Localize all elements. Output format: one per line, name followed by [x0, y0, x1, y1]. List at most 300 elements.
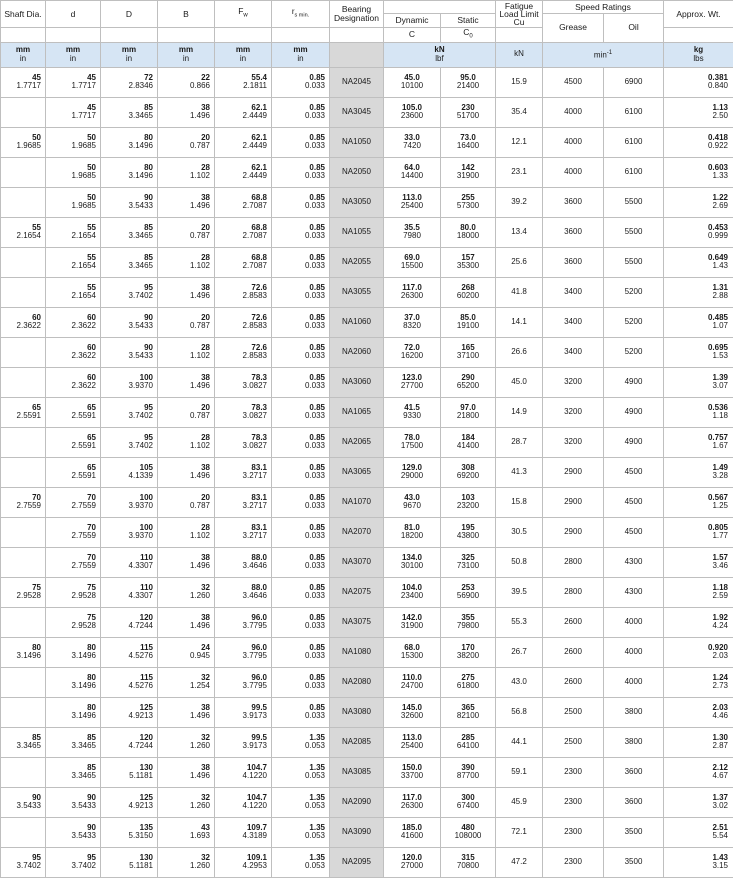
cell-value-secondary: 3.7402 — [101, 442, 153, 451]
cell-value-secondary: 24700 — [384, 682, 440, 691]
cell-value-primary: 75 — [46, 584, 96, 593]
unit-lbs: lbs — [664, 55, 733, 64]
cell-value-primary: 55 — [46, 284, 96, 293]
cell-rs — [272, 637, 330, 667]
cell-c — [384, 127, 441, 157]
header-d: d — [46, 1, 101, 28]
cell-value-primary: 38 — [158, 614, 210, 623]
header-c0: $C_0$ — [441, 28, 496, 43]
table-row — [1, 97, 733, 127]
table-row — [1, 397, 733, 427]
cell-value-secondary: 3.0827 — [215, 382, 267, 391]
cell-cu: 45.9 — [496, 787, 543, 817]
cell-value-secondary: 4.46 — [664, 712, 728, 721]
cell-value-secondary: 3.1496 — [101, 172, 153, 181]
header-B: B — [158, 1, 215, 28]
cell-value-primary: 142 — [441, 164, 495, 173]
cell-wt — [664, 277, 733, 307]
cell-value-primary: 70 — [46, 494, 96, 503]
cell-value-secondary: 1.67 — [664, 442, 728, 451]
cell-wt — [664, 157, 733, 187]
cell-value-primary: 125 — [101, 704, 153, 713]
unit-speed — [543, 42, 664, 67]
header-fw: $F_w$ — [215, 1, 272, 28]
cell-value-secondary: 2.5591 — [46, 442, 96, 451]
cell-value-secondary: 0.840 — [664, 82, 728, 91]
cell-value-secondary: 1.77 — [664, 532, 728, 541]
table-row — [1, 667, 733, 697]
cell-shaft — [1, 337, 46, 367]
cell-grease: 3400 — [543, 307, 604, 337]
cell-shaft — [1, 427, 46, 457]
cell-c — [384, 457, 441, 487]
cell-B — [158, 757, 215, 787]
cell-value-secondary: 3.5433 — [1, 802, 41, 811]
table-row — [1, 847, 733, 877]
cell-value-primary: 55 — [46, 254, 96, 263]
cell-c0 — [441, 307, 496, 337]
cell-value-primary: 1.39 — [664, 374, 728, 383]
cell-value-secondary: 15500 — [384, 262, 440, 271]
cell-B — [158, 457, 215, 487]
cell-value-secondary: 1.102 — [158, 532, 210, 541]
cell-rs — [272, 97, 330, 127]
cell-value-secondary: 0.033 — [272, 142, 325, 151]
table-row — [1, 187, 733, 217]
cell-value-secondary: 3.9370 — [101, 502, 153, 511]
cell-value-primary: 75 — [1, 584, 41, 593]
cell-desig: NA3045 — [330, 97, 384, 127]
cell-value-primary: 78.0 — [384, 434, 440, 443]
cell-value-secondary: 3.3465 — [101, 262, 153, 271]
cell-value-primary: 0.649 — [664, 254, 728, 263]
cell-value-primary: 38 — [158, 194, 210, 203]
cell-cu: 41.3 — [496, 457, 543, 487]
cell-value-primary: 0.85 — [272, 614, 325, 623]
cell-rs — [272, 667, 330, 697]
cell-value-secondary: 0.033 — [272, 712, 325, 721]
cell-value-secondary: 2.3622 — [46, 352, 96, 361]
cell-shaft — [1, 847, 46, 877]
cell-value-secondary: 0.033 — [272, 202, 325, 211]
cell-value-secondary: 3.1496 — [46, 682, 96, 691]
header-blank-4 — [158, 28, 215, 43]
cell-value-secondary: 2.7559 — [46, 502, 96, 511]
cell-value-secondary: 1.254 — [158, 682, 210, 691]
cell-desig: NA3075 — [330, 607, 384, 637]
cell-oil: 5200 — [604, 307, 664, 337]
cell-d — [46, 547, 101, 577]
cell-value-secondary: 2.88 — [664, 292, 728, 301]
cell-D — [101, 307, 158, 337]
cell-shaft — [1, 307, 46, 337]
cell-value-secondary: 2.4449 — [215, 142, 267, 151]
cell-D — [101, 97, 158, 127]
header-designation: Bearing Designation — [330, 1, 384, 28]
unit-designation — [330, 42, 384, 67]
cell-value-secondary: 2.1654 — [1, 232, 41, 241]
header-shaft: Shaft Dia. — [1, 1, 46, 28]
header-grease: Grease — [543, 14, 604, 43]
header-c: C — [384, 28, 441, 43]
cell-value-primary: 0.85 — [272, 164, 325, 173]
cell-value-secondary: 0.033 — [272, 472, 325, 481]
table-row — [1, 457, 733, 487]
cell-value-primary: 95 — [46, 854, 96, 863]
cell-value-primary: 24 — [158, 644, 210, 653]
cell-value-primary: 72.6 — [215, 314, 267, 323]
cell-cu: 14.9 — [496, 397, 543, 427]
header-fatigue-label: Fatigue Load Limit — [499, 1, 538, 19]
unit-B — [158, 42, 215, 67]
cell-grease: 2600 — [543, 637, 604, 667]
cell-value-secondary: 51700 — [441, 112, 495, 121]
cell-value-secondary: 3.9173 — [215, 742, 267, 751]
cell-desig: NA3070 — [330, 547, 384, 577]
cell-value-primary: 38 — [158, 464, 210, 473]
cell-value-primary: 1.57 — [664, 554, 728, 563]
cell-value-primary: 32 — [158, 854, 210, 863]
cell-B — [158, 307, 215, 337]
cell-shaft — [1, 217, 46, 247]
cell-shaft — [1, 727, 46, 757]
cell-value-secondary: 0.945 — [158, 652, 210, 661]
cell-wt — [664, 127, 733, 157]
cell-desig: NA2050 — [330, 157, 384, 187]
cell-value-secondary: 2.1654 — [46, 262, 96, 271]
cell-fw — [215, 787, 272, 817]
cell-value-primary: 100 — [101, 524, 153, 533]
cell-value-secondary: 1.33 — [664, 172, 728, 181]
cell-c — [384, 157, 441, 187]
cell-value-secondary: 27700 — [384, 382, 440, 391]
cell-value-secondary: 10100 — [384, 82, 440, 91]
cell-value-primary: 95.0 — [441, 74, 495, 83]
cell-D — [101, 187, 158, 217]
cell-value-primary: 104.0 — [384, 584, 440, 593]
cell-value-primary: 0.85 — [272, 374, 325, 383]
cell-value-primary: 110 — [101, 584, 153, 593]
cell-B — [158, 157, 215, 187]
header-speed: Speed Ratings — [543, 1, 664, 14]
cell-value-primary: 0.85 — [272, 494, 325, 503]
cell-value-primary: 100 — [101, 374, 153, 383]
cell-value-secondary: 23600 — [384, 112, 440, 121]
cell-value-secondary: 3.1496 — [101, 142, 153, 151]
cell-grease: 2600 — [543, 667, 604, 697]
cell-value-primary: 70 — [1, 494, 41, 503]
cell-d — [46, 727, 101, 757]
cell-value-primary: 45 — [1, 74, 41, 83]
cell-value-primary: 85 — [1, 734, 41, 743]
cell-grease: 3600 — [543, 247, 604, 277]
cell-value-secondary: 4.24 — [664, 622, 728, 631]
cell-value-secondary: 0.033 — [272, 532, 325, 541]
cell-fw — [215, 847, 272, 877]
cell-value-secondary: 0.053 — [272, 742, 325, 751]
cell-value-primary: 90 — [101, 344, 153, 353]
cell-value-secondary: 0.866 — [158, 82, 210, 91]
cell-value-primary: 1.35 — [272, 764, 325, 773]
cell-grease: 2600 — [543, 607, 604, 637]
cell-value-primary: 70 — [46, 554, 96, 563]
cell-shaft — [1, 397, 46, 427]
cell-value-secondary: 3.7402 — [101, 412, 153, 421]
header-load-ratings-cap — [384, 1, 496, 14]
cell-c0 — [441, 697, 496, 727]
cell-value-primary: 0.85 — [272, 284, 325, 293]
cell-desig: NA2080 — [330, 667, 384, 697]
cell-value-secondary: 30100 — [384, 562, 440, 571]
cell-value-primary: 0.85 — [272, 704, 325, 713]
cell-value-primary: 90 — [1, 794, 41, 803]
cell-desig: NA1070 — [330, 487, 384, 517]
cell-value-secondary: 2.7087 — [215, 202, 267, 211]
cell-value-primary: 28 — [158, 164, 210, 173]
cell-cu: 44.1 — [496, 727, 543, 757]
cell-value-secondary: 25400 — [384, 202, 440, 211]
table-row — [1, 427, 733, 457]
cell-wt — [664, 457, 733, 487]
cell-value-primary: 33.0 — [384, 134, 440, 143]
cell-value-primary: 85 — [101, 104, 153, 113]
cell-value-primary: 1.92 — [664, 614, 728, 623]
cell-cu: 30.5 — [496, 517, 543, 547]
cell-value-secondary: 3.15 — [664, 862, 728, 871]
cell-c0 — [441, 817, 496, 847]
cell-value-secondary: 2.69 — [664, 202, 728, 211]
cell-value-secondary: 26300 — [384, 292, 440, 301]
cell-value-primary: 20 — [158, 404, 210, 413]
cell-c0 — [441, 337, 496, 367]
cell-value-secondary: 1.18 — [664, 412, 728, 421]
cell-value-primary: 1.13 — [664, 104, 728, 113]
cell-value-secondary: 4.7244 — [101, 622, 153, 631]
cell-grease: 3400 — [543, 337, 604, 367]
cell-c — [384, 577, 441, 607]
unit-mm: mm — [158, 46, 214, 55]
cell-value-secondary: 70800 — [441, 862, 495, 871]
cell-value-primary: 157 — [441, 254, 495, 263]
cell-cu: 59.1 — [496, 757, 543, 787]
cell-oil: 4500 — [604, 487, 664, 517]
cell-value-secondary: 3.7795 — [215, 622, 267, 631]
cell-d — [46, 367, 101, 397]
cell-value-primary: 50 — [46, 134, 96, 143]
table-row — [1, 67, 733, 97]
cell-value-primary: 1.35 — [272, 734, 325, 743]
cell-value-secondary: 16200 — [384, 352, 440, 361]
cell-fw — [215, 217, 272, 247]
cell-value-primary: 80 — [46, 674, 96, 683]
cell-value-primary: 480 — [441, 824, 495, 833]
cell-shaft — [1, 697, 46, 727]
cell-oil: 4000 — [604, 667, 664, 697]
cell-fw — [215, 367, 272, 397]
cell-shaft — [1, 547, 46, 577]
cell-value-secondary: 3.9370 — [101, 532, 153, 541]
cell-shaft — [1, 367, 46, 397]
unit-in: in — [272, 55, 329, 64]
cell-value-secondary: 1.102 — [158, 262, 210, 271]
cell-fw — [215, 727, 272, 757]
cell-value-secondary: 0.033 — [272, 622, 325, 631]
cell-value-secondary: 3.28 — [664, 472, 728, 481]
cell-d — [46, 67, 101, 97]
cell-desig: NA2070 — [330, 517, 384, 547]
cell-value-primary: 32 — [158, 734, 210, 743]
cell-value-primary: 38 — [158, 104, 210, 113]
cell-shaft — [1, 817, 46, 847]
cell-value-secondary: 4.1339 — [101, 472, 153, 481]
cell-B — [158, 277, 215, 307]
cell-oil: 3600 — [604, 787, 664, 817]
cell-rs — [272, 157, 330, 187]
cell-wt — [664, 847, 733, 877]
cell-value-secondary: 38200 — [441, 652, 495, 661]
cell-value-primary: 115 — [101, 644, 153, 653]
cell-value-secondary: 3.4646 — [215, 562, 267, 571]
cell-value-secondary: 0.033 — [272, 682, 325, 691]
cell-value-secondary: 4.3307 — [101, 592, 153, 601]
cell-value-secondary: 0.033 — [272, 562, 325, 571]
cell-grease: 2900 — [543, 457, 604, 487]
cell-shaft — [1, 277, 46, 307]
cell-value-secondary: 2.7559 — [46, 562, 96, 571]
cell-value-secondary: 0.787 — [158, 412, 210, 421]
cell-c — [384, 397, 441, 427]
cell-B — [158, 187, 215, 217]
cell-desig: NA2045 — [330, 67, 384, 97]
cell-fw — [215, 547, 272, 577]
cell-value-primary: 45 — [46, 74, 96, 83]
cell-value-secondary: 17500 — [384, 442, 440, 451]
cell-fw — [215, 247, 272, 277]
cell-value-primary: 0.757 — [664, 434, 728, 443]
cell-cu: 25.6 — [496, 247, 543, 277]
cell-value-secondary: 3.7402 — [46, 862, 96, 871]
cell-value-primary: 96.0 — [215, 644, 267, 653]
cell-value-primary: 85 — [101, 254, 153, 263]
cell-value-secondary: 0.033 — [272, 412, 325, 421]
cell-d — [46, 847, 101, 877]
cell-value-secondary: 0.033 — [272, 322, 325, 331]
cell-B — [158, 547, 215, 577]
cell-value-primary: 2.03 — [664, 704, 728, 713]
unit-kg: kg — [664, 46, 733, 55]
cell-c0 — [441, 607, 496, 637]
unit-lbf: lbf — [384, 55, 495, 64]
cell-value-secondary: 2.4449 — [215, 112, 267, 121]
cell-shaft — [1, 577, 46, 607]
cell-grease: 3600 — [543, 217, 604, 247]
cell-value-primary: 1.35 — [272, 854, 325, 863]
cell-rs — [272, 247, 330, 277]
cell-value-primary: 0.85 — [272, 344, 325, 353]
cell-cu: 26.6 — [496, 337, 543, 367]
cell-value-secondary: 43800 — [441, 532, 495, 541]
cell-wt — [664, 217, 733, 247]
cell-desig: NA2095 — [330, 847, 384, 877]
units-row-group — [1, 42, 733, 67]
cell-value-secondary: 0.787 — [158, 502, 210, 511]
cell-value-primary: 1.35 — [272, 824, 325, 833]
cell-wt — [664, 337, 733, 367]
cell-fw — [215, 157, 272, 187]
cell-wt — [664, 427, 733, 457]
cell-B — [158, 847, 215, 877]
cell-fw — [215, 637, 272, 667]
cell-d — [46, 427, 101, 457]
cell-d — [46, 277, 101, 307]
cell-value-primary: 0.805 — [664, 524, 728, 533]
cell-value-secondary: 1.25 — [664, 502, 728, 511]
cell-value-primary: 64.0 — [384, 164, 440, 173]
cell-value-primary: 0.695 — [664, 344, 728, 353]
cell-value-primary: 62.1 — [215, 134, 267, 143]
cell-wt — [664, 517, 733, 547]
cell-oil: 3800 — [604, 697, 664, 727]
cell-value-secondary: 21800 — [441, 412, 495, 421]
cell-value-primary: 0.85 — [272, 464, 325, 473]
cell-oil: 4900 — [604, 397, 664, 427]
cell-c0 — [441, 577, 496, 607]
cell-value-secondary: 2.73 — [664, 682, 728, 691]
cell-cu: 28.7 — [496, 427, 543, 457]
cell-rs — [272, 367, 330, 397]
cell-value-secondary: 37100 — [441, 352, 495, 361]
cell-value-primary: 50 — [46, 164, 96, 173]
cell-value-primary: 90 — [46, 794, 96, 803]
unit-min: $\min^{-1}$ — [543, 49, 663, 60]
cell-wt — [664, 577, 733, 607]
table-row — [1, 547, 733, 577]
cell-value-primary: 28 — [158, 344, 210, 353]
cell-value-primary: 117.0 — [384, 284, 440, 293]
cell-value-secondary: 1.693 — [158, 832, 210, 841]
unit-in: in — [158, 55, 214, 64]
cell-d — [46, 757, 101, 787]
cell-desig: NA1080 — [330, 637, 384, 667]
cell-value-primary: 55 — [1, 224, 41, 233]
cell-value-primary: 28 — [158, 524, 210, 533]
cell-value-primary: 125 — [101, 794, 153, 803]
cell-c — [384, 247, 441, 277]
cell-fw — [215, 817, 272, 847]
cell-c — [384, 337, 441, 367]
unit-in: in — [1, 55, 45, 64]
cell-value-secondary: 2.1654 — [46, 232, 96, 241]
cell-value-secondary: 4.67 — [664, 772, 728, 781]
cell-value-secondary: 0.033 — [272, 592, 325, 601]
cell-value-secondary: 3.2717 — [215, 502, 267, 511]
cell-value-secondary: 3.3465 — [46, 742, 96, 751]
cell-value-primary: 0.85 — [272, 554, 325, 563]
cell-value-primary: 105.0 — [384, 104, 440, 113]
cell-D — [101, 847, 158, 877]
cell-rs — [272, 547, 330, 577]
cell-value-primary: 78.3 — [215, 434, 267, 443]
cell-shaft — [1, 247, 46, 277]
cell-value-secondary: 18200 — [384, 532, 440, 541]
cell-fw — [215, 187, 272, 217]
cell-wt — [664, 97, 733, 127]
cell-cu: 14.1 — [496, 307, 543, 337]
cell-value-secondary: 2.1811 — [215, 82, 267, 91]
cell-shaft — [1, 787, 46, 817]
table-row — [1, 487, 733, 517]
cell-c0 — [441, 217, 496, 247]
